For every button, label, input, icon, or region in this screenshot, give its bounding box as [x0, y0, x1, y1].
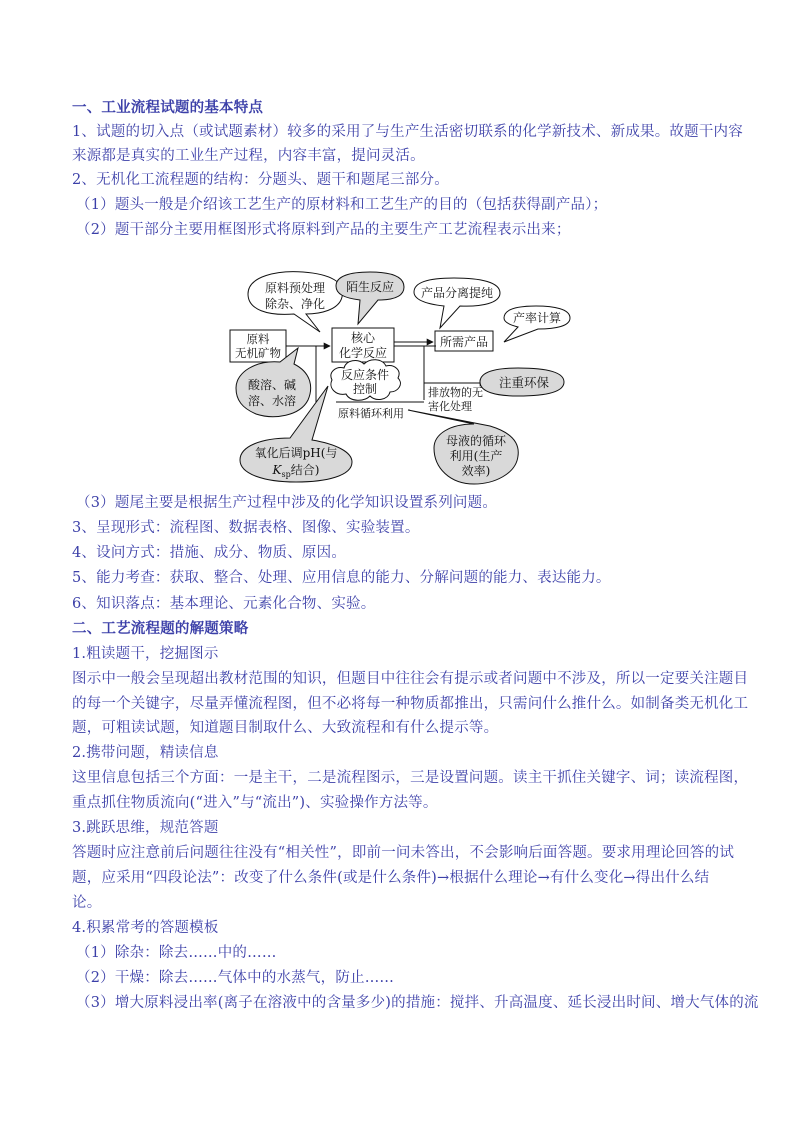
- oxidation-label-2: $K_{sp}$结合): [272, 463, 320, 479]
- section1-p2-sub1: （1）题头一般是介绍该工艺生产的原材料和工艺生产的目的（包括获得副产品）；: [76, 197, 608, 213]
- strategy4-title: 4.积累常考的答题模板: [72, 920, 219, 936]
- strategy1-line1: 图示中一般会呈现超出教材范围的知识，但题目中往往会有提示或者问题中不涉及，所以一定要关注题目: [72, 671, 749, 687]
- conditions-label-1: 反应条件: [340, 368, 390, 382]
- pretreatment-label-2: 除杂、净化: [264, 297, 326, 311]
- section1-p1-line1: 1、试题的切入点（或试题素材）较多的采用了与生产生活密切联系的化学新技术、新成果。故题干内容: [72, 124, 743, 140]
- section1-heading: 一、工业流程试题的基本特点: [72, 99, 264, 116]
- section1-p4: 4、设问方式：措施、成分、物质、原因。: [72, 545, 347, 561]
- section2-heading: 二、工艺流程题的解题策略: [72, 620, 249, 637]
- core-reaction-label-1: 核心: [350, 331, 376, 345]
- dissolving-label-2: 溶、水溶: [247, 394, 297, 408]
- core-reaction-label-2: 化学反应: [338, 346, 388, 360]
- yield-label: 产率计算: [512, 311, 562, 325]
- separation-label: 产品分离提纯: [420, 286, 494, 300]
- recycle-label: 原料循环利用: [338, 407, 404, 420]
- process-flow-diagram: [228, 262, 588, 494]
- side-reaction-label: 陌生反应: [345, 280, 395, 294]
- strategy3-line2: 题，应采用“四段论法”：改变了什么条件(或是什么条件)→根据什么理论→有什么变化→得出什么结: [72, 870, 710, 886]
- template-item-2: （2）干燥：除去……气体中的水蒸气，防止……: [76, 970, 395, 986]
- section1-p2-sub2: （2）题干部分主要用框图形式将原料到产品的主要生产工艺流程表示出来；: [76, 222, 571, 238]
- conditions-label-2: 控制: [352, 382, 378, 396]
- strategy2-line2: 重点抓住物质流向(“进入”与“流出”)、实验操作方法等。: [72, 795, 438, 811]
- strategy2-title: 2.携带问题，精读信息: [72, 745, 219, 761]
- discharge-label-1: 排放物的无: [428, 386, 483, 399]
- template-item-1: （1）除杂：除去……中的……: [76, 945, 277, 961]
- strategy1-title: 1.粗读题干，挖掘图示: [72, 646, 219, 662]
- mother-liquor-label-3: 效率): [461, 464, 491, 478]
- env-label: 注重环保: [498, 375, 550, 390]
- section1-p5: 5、能力考查：获取、整合、处理、应用信息的能力、分解问题的能力、表达能力。: [72, 570, 611, 586]
- section1-p2: 2、无机化工流程题的结构：分题头、题干和题尾三部分。: [72, 172, 449, 188]
- discharge-label-2: 害化处理: [428, 400, 472, 413]
- strategy3-line1: 答题时应注意前后问题往往没有“相关性”，即前一问未答出，不会影响后面答题。要求用理论回答的试: [72, 845, 735, 861]
- section1-p6: 6、知识落点：基本理论、元素化合物、实验。: [72, 596, 376, 612]
- mother-liquor-label-1: 母液的循环: [445, 434, 507, 448]
- section1-p3: 3、呈现形式：流程图、数据表格、图像、实验装置。: [72, 520, 420, 536]
- dissolving-label-1: 酸溶、碱: [247, 378, 297, 392]
- template-item-3: （3）增大原料浸出率(离子在溶液中的含量多少)的措施：搅拌、升高温度、延长浸出时间、增大气体的流: [76, 995, 759, 1011]
- product-label: 所需产品: [439, 335, 489, 349]
- strategy3-title: 3.跳跃思维，规范答题: [72, 820, 219, 836]
- oxidation-label-1: 氧化后调pH(与: [254, 446, 338, 460]
- section1-p1-line2: 来源都是真实的工业生产过程，内容丰富，提问灵活。: [72, 148, 425, 164]
- mother-liquor-label-2: 利用(生产: [449, 449, 503, 463]
- strategy3-line3: 论。: [72, 895, 102, 911]
- raw-material-label-1: 原料: [246, 332, 270, 346]
- strategy1-line3: 题，可粗读试题，知道题目制取什么、大致流程和有什么提示等。: [72, 720, 499, 736]
- raw-material-label-2: 无机矿物: [235, 346, 281, 360]
- section1-p2-sub3: （3）题尾主要是根据生产过程中涉及的化学知识设置系列问题。: [76, 495, 498, 511]
- pretreatment-label-1: 原料预处理: [264, 281, 326, 295]
- strategy1-line2: 的每一个关键字，尽量弄懂流程图，但不必将每一种物质都推出，只需问什么推什么。如制备类无机化工: [72, 696, 749, 712]
- strategy2-line1: 这里信息包括三个方面：一是主干，二是流程图示，三是设置问题。读主干抓住关键字、词；读流程图，: [72, 770, 749, 786]
